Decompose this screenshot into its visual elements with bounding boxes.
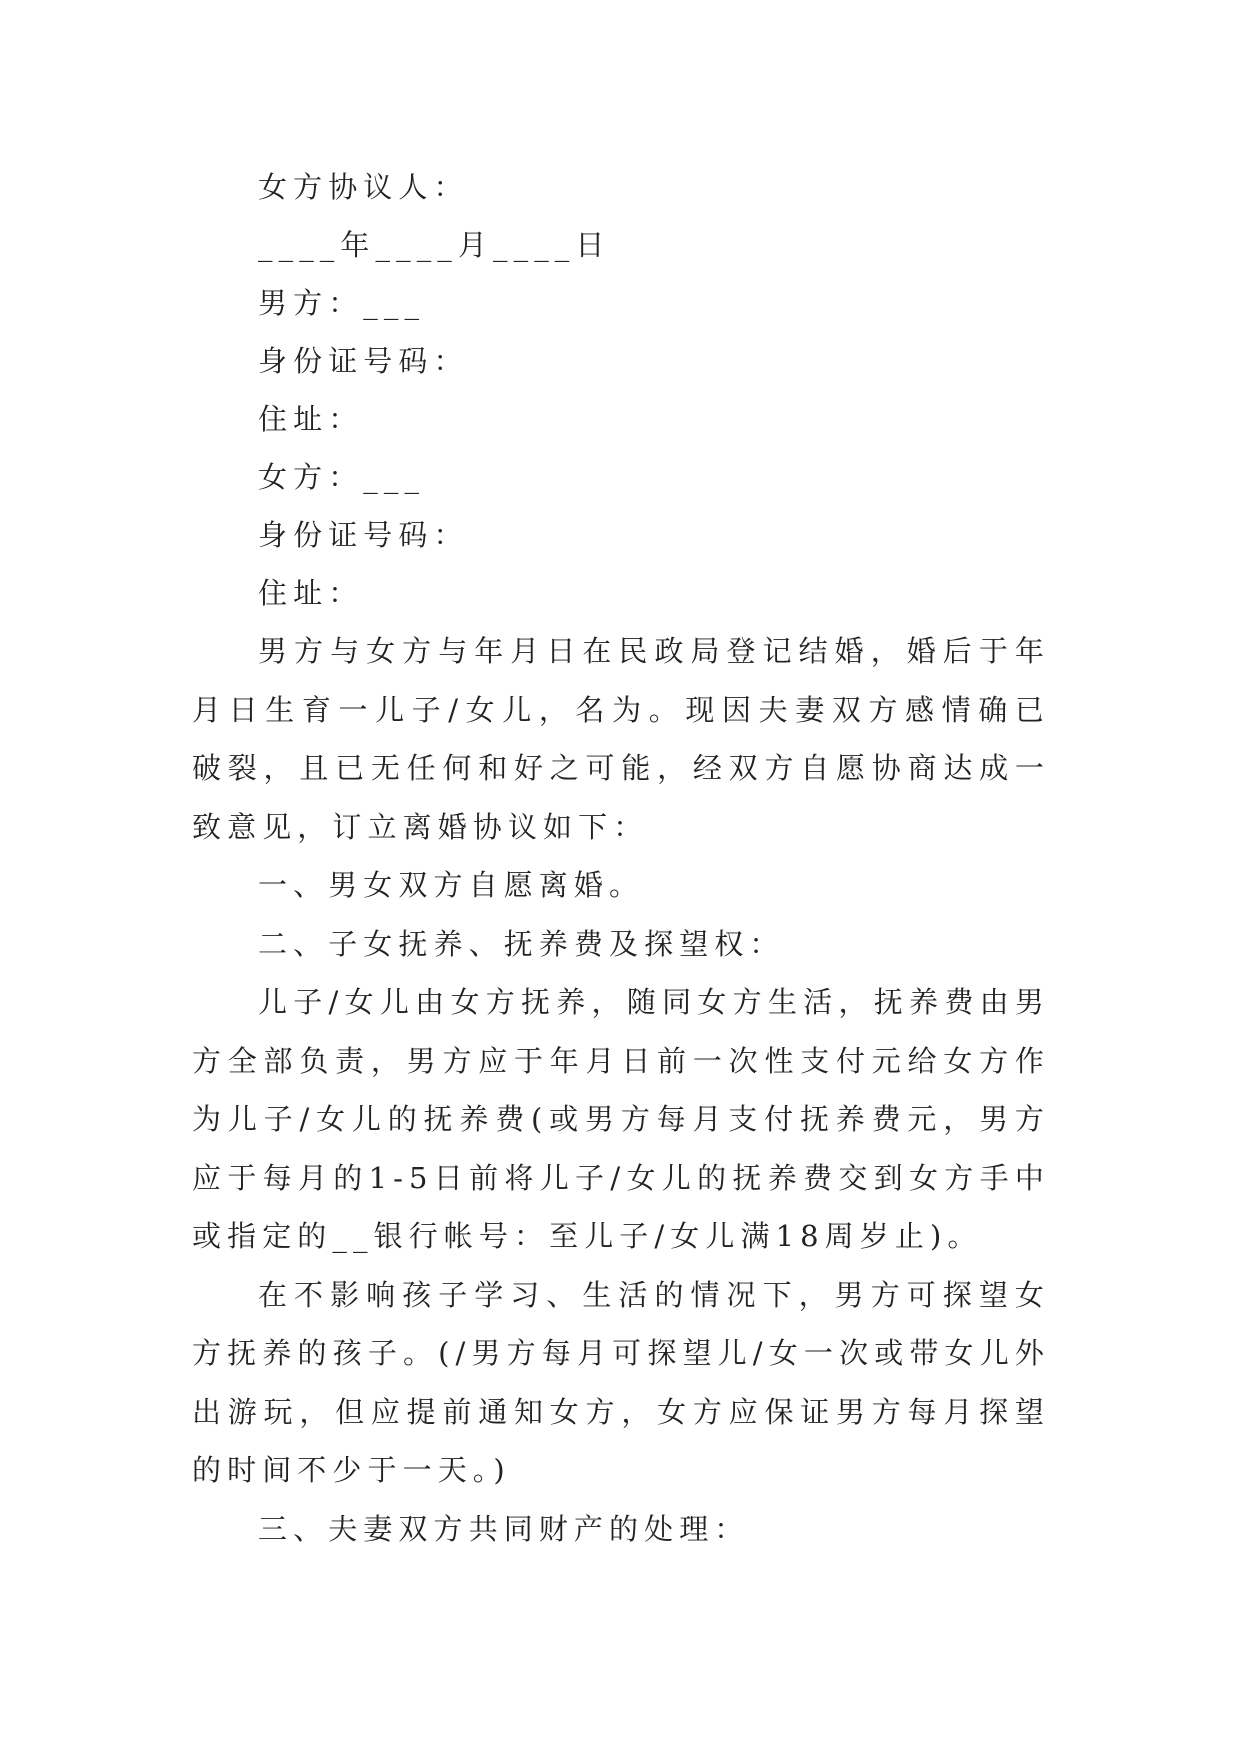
female-id-number-label: 身份证号码： bbox=[258, 518, 469, 552]
clause-three-heading: 三、夫妻双方共同财产的处理： bbox=[258, 1511, 750, 1546]
child-support-paragraph: 儿子/女儿由女方抚养，随同女方生活，抚养费由男方全部负责，男方应于年月日前一次性支付元给女方作为儿子/女儿的抚养费(或男方每月支付抚养费元，男方应于每月的1-5日前将儿子/女儿的抚养费交到女方手中或指定的__银行帐号：至儿子/女儿满18周岁止)。 bbox=[192, 985, 1050, 1253]
intro-paragraph: 男方与女方与年月日在民政局登记结婚，婚后于年月日生育一儿子/女儿，名为。现因夫妻双方感情确已破裂，且已无任何和好之可能，经双方自愿协商达成一致意见，订立离婚协议如下： bbox=[192, 634, 1050, 844]
female-address-label: 住址： bbox=[258, 576, 364, 610]
male-address-label: 住址： bbox=[258, 402, 364, 436]
date-line: ____年____月____日 bbox=[258, 228, 611, 262]
document-body bbox=[192, 158, 1050, 1558]
female-party-name: 女方：___ bbox=[258, 460, 426, 494]
male-id-number-label: 身份证号码： bbox=[258, 344, 469, 378]
visitation-paragraph: 在不影响孩子学习、生活的情况下，男方可探望女方抚养的孩子。(/男方每月可探望儿/女一次或带女儿外出游玩，但应提前通知女方，女方应保证男方每月探望的时间不少于一天。) bbox=[192, 1277, 1050, 1487]
clause-two-heading: 二、子女抚养、抚养费及探望权： bbox=[258, 926, 785, 961]
clause-one: 一、男女双方自愿离婚。 bbox=[258, 868, 645, 902]
female-signatory-label: 女方协议人： bbox=[258, 170, 469, 204]
male-party-name: 男方：___ bbox=[258, 286, 426, 320]
